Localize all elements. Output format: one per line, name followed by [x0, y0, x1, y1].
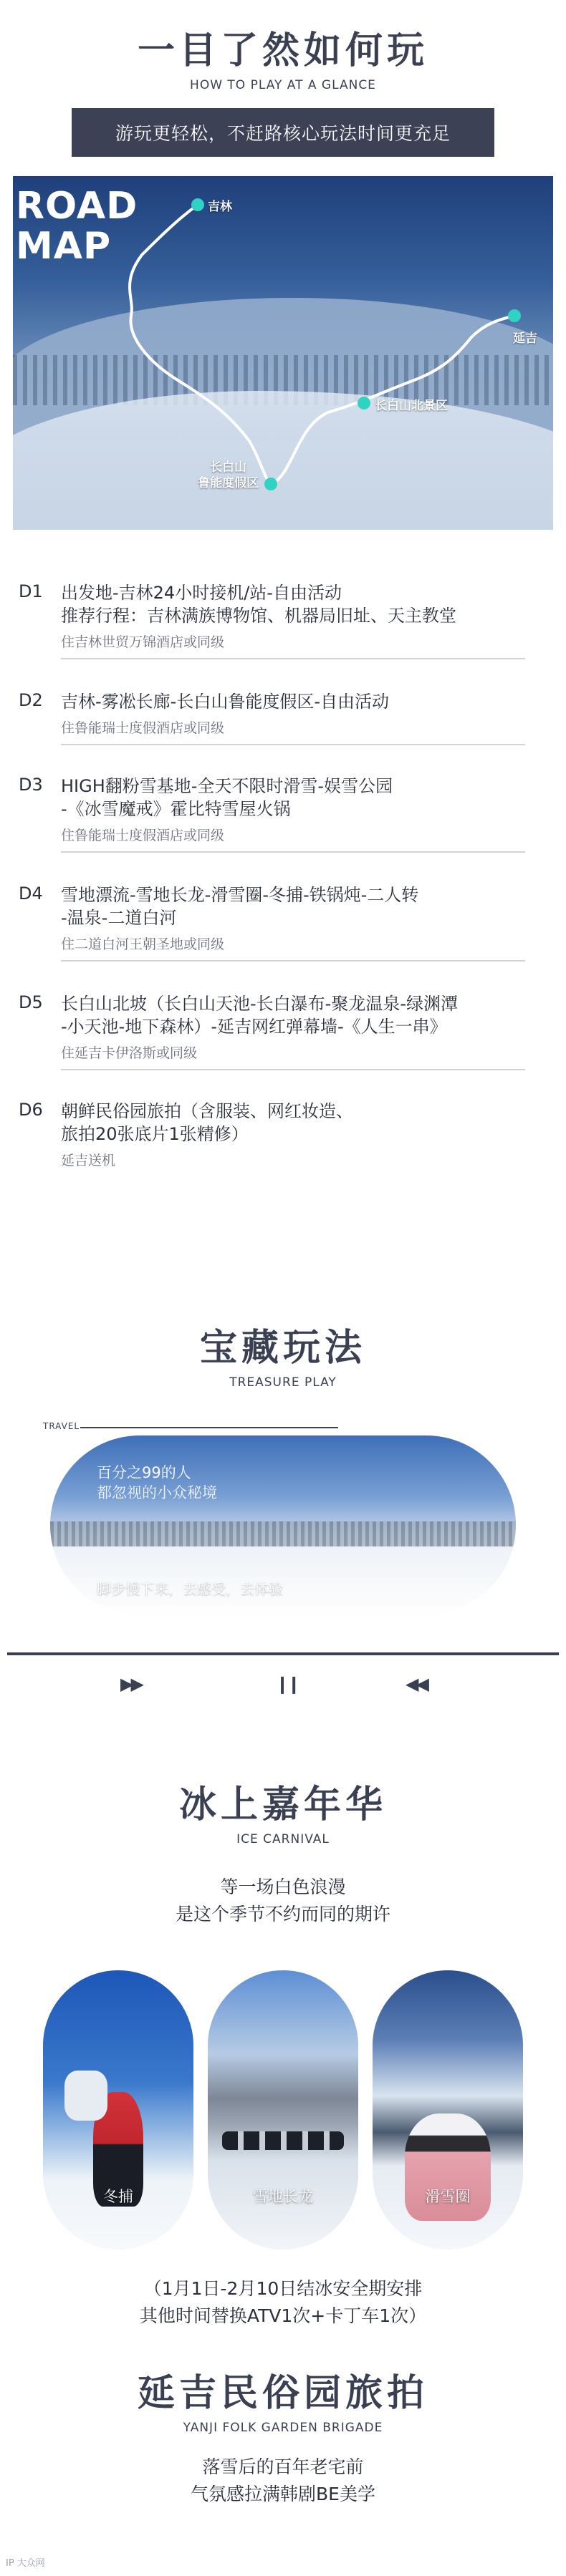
progress-bar[interactable] [7, 1652, 559, 1655]
place-changbai-north: 长白山北景区 [375, 399, 448, 413]
activity-cards [0, 1970, 566, 2257]
section-title: 冰上嘉年华 [178, 1783, 387, 1826]
activity-card-snow-dragon[interactable]: 雪地长龙 [208, 1970, 358, 2250]
section-lead: 等一场白色浪漫 是这个季节不约而同的期许 [175, 1877, 390, 1924]
jilin-marker-icon [191, 198, 204, 211]
section-title: 宝藏玩法 [199, 1327, 366, 1370]
itinerary-day-5: D5 长白山北坡（长白山天池-长白瀑布-聚龙温泉-绿渊潭 -小天池-地下森林）-延吉网红弹幕墙-《人生一串》 住延吉卡伊洛斯或同级 [0, 992, 566, 1100]
itinerary-day-2: D2 吉林-雾凇长廊-长白山鲁能度假区-自由活动 住鲁能瑞士度假酒店或同级 [0, 690, 566, 775]
place-jilin: 吉林 [208, 200, 232, 214]
route-path [130, 205, 514, 484]
player-controls [0, 1674, 566, 1695]
itinerary-day-4: D4 雪地漂流-雪地长龙-滑雪圈-冬捕-铁锅炖-二人转 -温泉-二道白河 住二道白河王朝圣地或同级 [0, 883, 566, 992]
divider [61, 744, 525, 745]
treasure-video-card[interactable] [50, 1435, 516, 1614]
section-how-to-play [0, 20, 566, 157]
divider [80, 1427, 338, 1428]
video-caption: 百分之99的人 都忽视的小众秘境 [97, 1464, 217, 1501]
section-title: 延吉民俗园旅拍 [137, 2372, 428, 2415]
forward-icon[interactable]: ▶▶ [120, 1674, 141, 1694]
section-ice-carnival [0, 1774, 566, 1928]
activity-card-snow-tube[interactable]: 滑雪圈 [373, 1970, 523, 2250]
road-map-title: ROAD MAP [16, 185, 138, 268]
itinerary-day-6: D6 朝鲜民俗园旅拍（含服装、网红妆造、 旅拍20张底片1张精修） 延吉送机 [19, 1100, 353, 1168]
pause-icon[interactable]: ❙❙ [275, 1674, 299, 1694]
divider [61, 1069, 525, 1070]
road-map-image [13, 176, 553, 530]
route-line [13, 176, 553, 530]
section-lead: 落雪后的百年老宅前 气氛感拉满韩剧BE美学 [191, 2456, 375, 2504]
section-treasure-play [0, 1317, 566, 1390]
yanji-marker-icon [508, 309, 521, 322]
divider [61, 658, 525, 659]
section-yanji-folk-garden [0, 2363, 566, 2508]
section-subtitle: YANJI FOLK GARDEN BRIGADE [183, 2421, 383, 2435]
rewind-icon[interactable]: ◀◀ [406, 1674, 426, 1694]
section-subtitle: HOW TO PLAY AT A GLANCE [190, 78, 376, 92]
changbai-resort-marker-icon [264, 478, 277, 490]
section-subtitle: TREASURE PLAY [229, 1375, 337, 1390]
highlight-banner: 游玩更轻松，不赶路核心玩法时间更充足 [72, 108, 494, 157]
section-subtitle: ICE CARNIVAL [236, 1832, 330, 1846]
itinerary-day-3: D3 HIGH翻粉雪基地-全天不限时滑雪-娱雪公园 -《冰雪魔戒》霍比特雪屋火锅 住鲁能瑞士度假酒店或同级 [0, 775, 566, 883]
travel-label: TRAVEL [43, 1421, 80, 1431]
divider [61, 960, 525, 962]
place-changbai-resort: 长白山 鲁能度假区 [198, 460, 259, 490]
changbai-north-marker-icon [358, 397, 370, 410]
itinerary-list [0, 581, 566, 1178]
divider [61, 851, 525, 853]
schedule-note: （1月1日-2月10日结冰安全期安排 其他时间替换ATV1次+卡丁车1次） [139, 2278, 427, 2326]
watermark: IP 大众网 [6, 2558, 45, 2569]
activity-card-ice-fishing[interactable]: 冬捕 [43, 1970, 193, 2250]
video-tagline: 脚步慢下来，去感受，去体验 [97, 1580, 283, 1597]
itinerary-day-1: D1 出发地-吉林24小时接机/站-自由活动 推荐行程：吉林满族博物馆、机器局旧址、天主教堂 住吉林世贸万锦酒店或同级 [0, 581, 566, 673]
section-title: 一目了然如何玩 [137, 29, 428, 72]
place-yanji: 延吉 [513, 331, 537, 346]
